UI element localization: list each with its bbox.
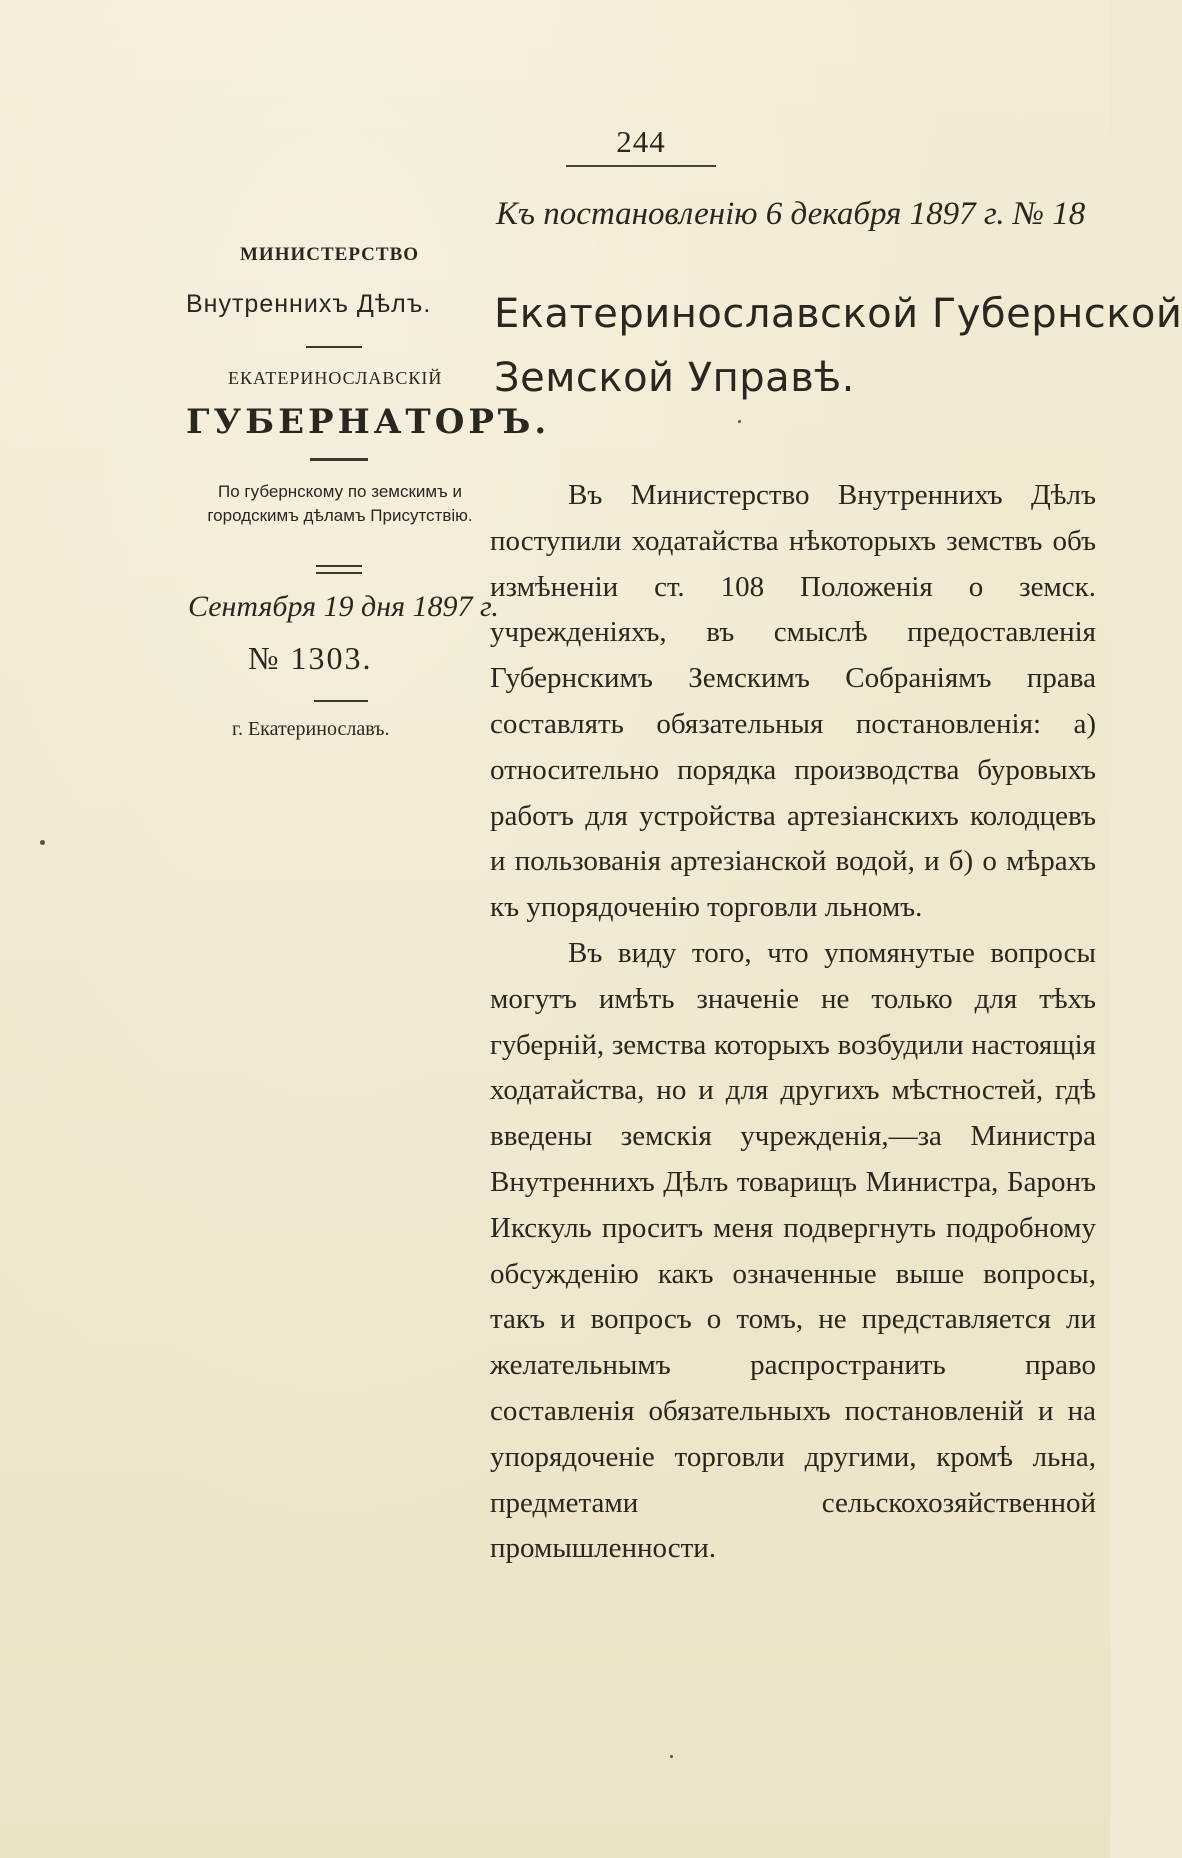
page-number-rule — [566, 165, 716, 167]
addressee — [494, 282, 1182, 410]
sender-rule-3 — [316, 565, 362, 567]
page-number: 244 — [616, 124, 666, 159]
paragraph-2: Въ виду того, что упомянутые вопросы могутъ имѣть значеніе не только для тѣхъ губерній, земства которыхъ возбудили настоящія ходатайства, но и для другихъ мѣстностей, гдѣ введены земскія учрежденія,—за Министра Внутреннихъ Дѣлъ товарищъ Министра, Баронъ Икскуль проситъ меня подвергнуть подробному обсужденію какъ означенные выше вопросы, такъ и вопросъ о томъ, не представляется ли желательнымъ распространить право составленія обязательныхъ постановленій и на упорядоченіе торговли другими, кромѣ льна, предметами сельскохозяйственной промышленности. — [490, 936, 1096, 1565]
governor-title: ЕКАТЕРИНОСЛАВСКІЙ — [228, 368, 443, 388]
document-number: № 1303. — [248, 640, 373, 676]
paper-speck — [670, 1755, 673, 1758]
letter-date: Сентября 19 дня 1897 г. — [188, 590, 499, 623]
sender-rule-2 — [310, 458, 368, 461]
sender-rule-5 — [314, 700, 368, 702]
presence-note: По губернскому по земскимъ и городскимъ дѣламъ Присутствію. — [207, 482, 473, 525]
sender-rule-1 — [306, 346, 362, 348]
letter-body — [490, 473, 1096, 1572]
addressee-line-1: Екатеринославской Губернской — [494, 291, 1182, 337]
sender-rule-4 — [316, 572, 362, 574]
decree-reference: Къ постановленію 6 декабря 1897 г. № 18 — [496, 196, 1086, 232]
paper-speck — [738, 420, 741, 423]
city: г. Екатеринославъ. — [232, 718, 390, 740]
paragraph-1: Въ Министерство Внутреннихъ Дѣлъ поступили ходатайства нѣкоторыхъ земствъ объ измѣненіи ст. 108 Положенія о земск. учрежденіяхъ, въ смыслѣ предоставленія Губернскимъ Земскимъ Собраніямъ права составлять обязательныя постановленія: а) относительно порядка производства буровыхъ работъ для устройства артезіанскихъ колодцевъ и пользованія артезіанской водой, и б) о мѣрахъ къ упорядоченію торговли льномъ. — [490, 479, 1096, 924]
ministry-name: Внутреннихъ Дѣлъ. — [186, 290, 432, 318]
addressee-line-2: Земской Управѣ. — [494, 355, 855, 401]
paper-speck — [40, 840, 45, 845]
ministry-heading: МИНИСТЕРСТВО — [240, 244, 420, 265]
governor-heading: ГУБЕРНАТОРЪ. — [186, 402, 551, 442]
